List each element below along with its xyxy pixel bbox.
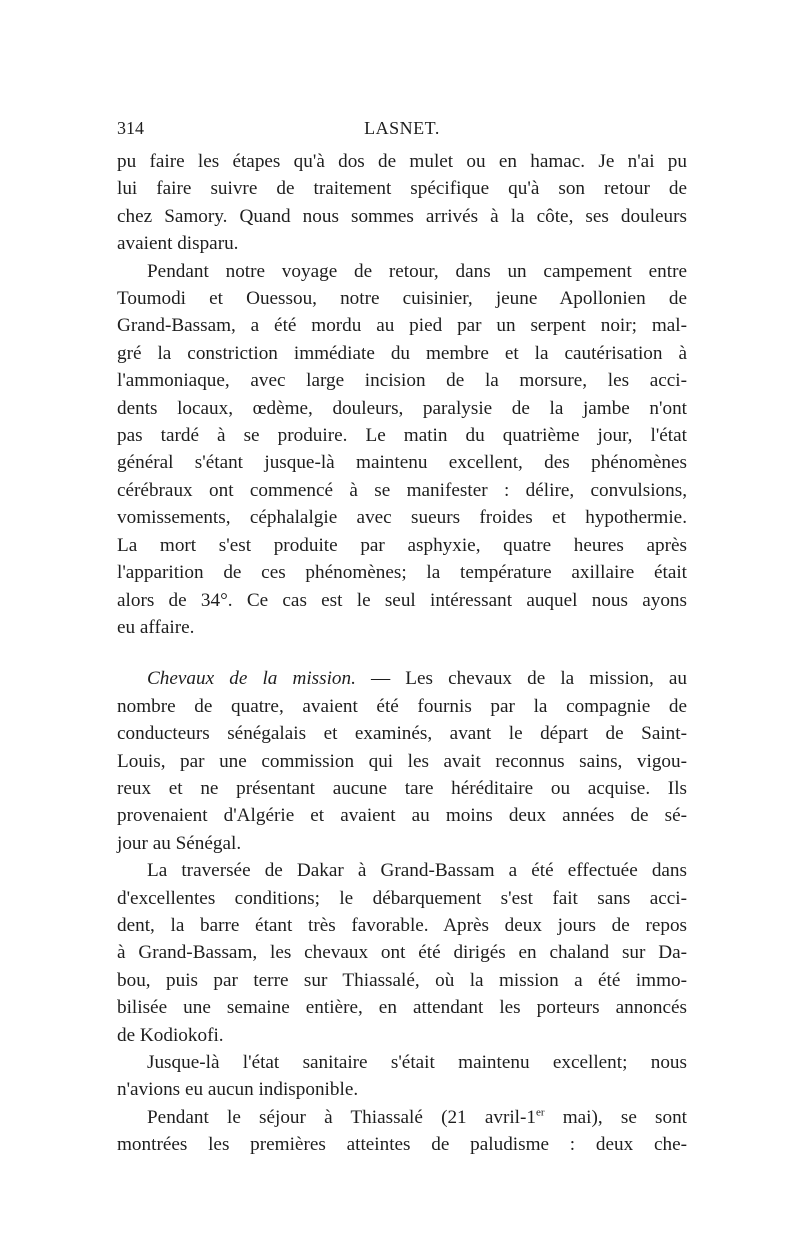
- page-number: 314: [117, 118, 144, 138]
- text-line: à Grand-Bassam, les chevaux ont été dirigés en chaland sur Da-: [117, 942, 687, 964]
- running-head: LASNET.: [364, 118, 440, 138]
- text-line: Louis, par une commission qui les avait reconnus sains, vigou-: [117, 750, 687, 772]
- text-line: Grand-Bassam, a été mordu au pied par un serpent noir; mal-: [117, 315, 687, 337]
- text-line: Toumodi et Ouessou, notre cuisinier, jeune Apollonien de: [117, 288, 687, 310]
- text-line: vomissements, céphalalgie avec sueurs froides et hypothermie.: [117, 507, 687, 529]
- section-heading: Chevaux de la mission.: [147, 668, 356, 690]
- text-fragment: mai), se sont: [544, 1106, 687, 1128]
- text-line: d'excellentes conditions; le débarquement s'est fait sans acci-: [117, 887, 687, 909]
- body-text: [117, 148, 687, 1159]
- text-line: reux et ne présentant aucune tare héréditaire ou acquise. Ils: [117, 777, 687, 799]
- text-line: gré la constriction immédiate du membre et la cautérisation à: [117, 342, 687, 364]
- text-line: [117, 665, 687, 692]
- text-line: [117, 1104, 687, 1131]
- text-line: bou, puis par terre sur Thiassalé, où la mission a été immo-: [117, 969, 687, 991]
- text-line: avaient disparu.: [117, 233, 239, 255]
- text-line: dents locaux, œdème, douleurs, paralysie de la jambe n'ont: [117, 397, 687, 419]
- text-line: pas tardé à se produire. Le matin du quatrième jour, l'état: [117, 425, 687, 447]
- text-line: de Kodiokofi.: [117, 1024, 224, 1046]
- text-line: nombre de quatre, avaient été fournis par la compagnie de: [117, 695, 687, 717]
- text-fragment: Pendant le séjour à Thiassalé (21 avril-1: [147, 1106, 536, 1128]
- text-line: cérébraux ont commencé à se manifester : délire, convulsions,: [117, 479, 687, 501]
- text-line: général s'étant jusque-là maintenu excellent, des phénomènes: [117, 452, 687, 474]
- text-line: bilisée une semaine entière, en attendant les porteurs annoncés: [117, 997, 687, 1019]
- text-line: eu affaire.: [117, 616, 195, 638]
- text-line: provenaient d'Algérie et avaient au moins deux années de sé-: [117, 805, 687, 827]
- text-line: n'avions eu aucun indisponible.: [117, 1079, 359, 1101]
- text-line: Pendant notre voyage de retour, dans un campement entre: [147, 260, 687, 282]
- text-line: l'apparition de ces phénomènes; la température axillaire était: [117, 562, 687, 584]
- text-line: conducteurs sénégalais et examinés, avant le départ de Saint-: [117, 723, 687, 745]
- superscript: er: [535, 1106, 545, 1119]
- text-line: jour au Sénégal.: [117, 832, 242, 854]
- text-fragment: — Les chevaux de la mission, au: [355, 668, 687, 690]
- text-line: alors de 34°. Ce cas est le seul intéressant auquel nous ayons: [117, 589, 687, 611]
- text-line: l'ammoniaque, avec large incision de la morsure, les acci-: [117, 370, 687, 392]
- text-line: montrées les premières atteintes de paludisme : deux che-: [117, 1134, 687, 1156]
- text-line: pu faire les étapes qu'à dos de mulet ou en hamac. Je n'ai pu: [117, 151, 687, 172]
- text-line: chez Samory. Quand nous sommes arrivés à la côte, ses douleurs: [117, 205, 687, 227]
- text-line: La traversée de Dakar à Grand-Bassam a été effectuée dans: [147, 860, 687, 882]
- text-line: dent, la barre étant très favorable. Après deux jours de repos: [117, 914, 687, 936]
- page-header: [117, 118, 687, 142]
- text-line: Jusque-là l'état sanitaire s'était maintenu excellent; nous: [147, 1052, 687, 1073]
- text-line: La mort s'est produite par asphyxie, quatre heures après: [117, 534, 687, 556]
- text-line: lui faire suivre de traitement spécifique qu'à son retour de: [117, 178, 687, 200]
